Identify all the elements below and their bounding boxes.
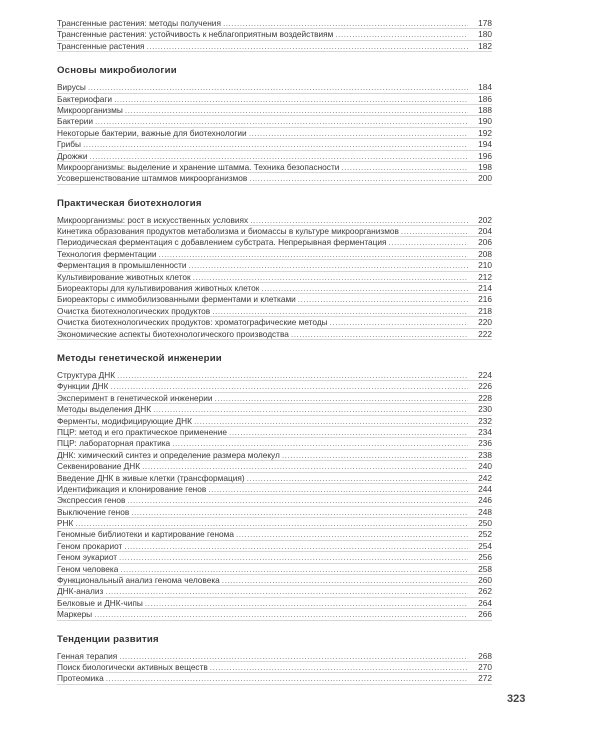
entry-page-number: 212 [478, 271, 492, 282]
toc-entry [57, 450, 492, 461]
toc-entry [57, 283, 492, 294]
entry-title: Трансгенные растения [57, 40, 145, 51]
entry-title: Грибы [57, 139, 81, 150]
entry-page-number: 198 [478, 161, 492, 172]
toc-entry [57, 598, 492, 609]
entry-title: Очистка биотехнологических продуктов: хроматографические методы [57, 317, 328, 328]
entry-page-number: 264 [478, 597, 492, 608]
entry-page-number: 218 [478, 305, 492, 316]
toc-entry [57, 381, 492, 392]
entry-page-number: 232 [478, 415, 492, 426]
entry-page-number: 202 [478, 214, 492, 225]
toc-entry [57, 518, 492, 529]
entry-title: Усовершенствование штаммов микроорганизмов [57, 173, 248, 184]
toc-entry [57, 609, 492, 620]
entry-page-number: 266 [478, 609, 492, 620]
entry-title: Экономические аспекты биотехнологического производства [57, 328, 289, 339]
dot-leader [194, 416, 468, 427]
dot-leader [90, 151, 469, 162]
toc-section [57, 64, 492, 185]
toc-entry [57, 495, 492, 506]
dot-leader [189, 260, 468, 271]
dot-leader [193, 272, 468, 283]
entry-title: Трансгенные растения: методы получения [57, 18, 221, 28]
dot-leader [153, 404, 468, 415]
toc-entry [57, 306, 492, 317]
entry-page-number: 214 [478, 283, 492, 294]
entry-page-number: 252 [478, 529, 492, 540]
toc-entry [57, 552, 492, 563]
entry-page-number: 272 [478, 673, 492, 684]
dot-leader [88, 82, 468, 93]
section-gap [57, 621, 492, 633]
dot-leader [106, 673, 468, 684]
toc-entry [57, 529, 492, 540]
toc-entry [57, 94, 492, 105]
toc-section [57, 197, 492, 340]
toc-entry [57, 139, 492, 150]
entry-title: Генная терапия [57, 650, 118, 661]
entry-title: Поиск биологически активных веществ [57, 661, 208, 672]
entry-page-number: 216 [478, 294, 492, 305]
entry-page-number: 182 [478, 40, 492, 51]
entry-title: Функциональный анализ генома человека [57, 575, 220, 586]
toc-entry [57, 215, 492, 226]
entry-page-number: 258 [478, 563, 492, 574]
entry-page-number: 200 [478, 173, 492, 184]
dot-leader [119, 552, 468, 563]
dot-leader [330, 317, 468, 328]
section-title: Практическая биотехнология [57, 197, 202, 209]
toc-entry [57, 507, 492, 518]
dot-leader [94, 609, 468, 620]
entry-title: Ферменты, модифицирующие ДНК [57, 415, 192, 426]
entry-page-number: 244 [478, 483, 492, 494]
entry-title: ДНК: химический синтез и определение размера молекул [57, 449, 280, 460]
dot-leader [282, 450, 468, 461]
entry-page-number: 228 [478, 392, 492, 403]
entry-page-number: 192 [478, 127, 492, 138]
entry-title: Культивирование животных клеток [57, 271, 191, 282]
entry-title: Геном эукариот [57, 552, 118, 563]
dot-leader [222, 575, 468, 586]
toc-entry [57, 484, 492, 495]
entry-page-number: 260 [478, 575, 492, 586]
entry-page-number: 250 [478, 518, 492, 529]
dot-leader [131, 507, 468, 518]
entry-title: Технология ферментации [57, 248, 157, 259]
toc-entry [57, 416, 492, 427]
dot-leader [105, 586, 468, 597]
entry-title: Идентификация и клонирование генов [57, 483, 207, 494]
dot-leader [229, 427, 468, 438]
entry-title: ДНК-анализ [57, 586, 104, 597]
toc-entry [57, 404, 492, 415]
section-gap [57, 52, 492, 64]
dot-leader [119, 651, 468, 662]
dot-leader [215, 393, 468, 404]
toc-entry [57, 249, 492, 260]
entry-title: ПЦР: лабораторная практика [57, 438, 171, 449]
dot-leader [95, 116, 468, 127]
section-title: Тенденции развития [57, 633, 159, 645]
entry-page-number: 246 [478, 495, 492, 506]
toc-entry [57, 237, 492, 248]
toc-entry [57, 18, 492, 29]
dot-leader [247, 473, 468, 484]
entry-page-number: 196 [478, 150, 492, 161]
toc-entry [57, 173, 492, 184]
entry-title: Бактерии [57, 116, 93, 127]
entry-title: Эксперимент в генетической инженерии [57, 392, 213, 403]
toc-entry [57, 105, 492, 116]
entry-title: Биореакторы с иммобилизованными ферментами и клетками [57, 294, 296, 305]
entry-page-number: 190 [478, 116, 492, 127]
dot-leader [110, 381, 468, 392]
entry-title: Кинетика образования продуктов метаболизма и биомассы в культуре микроорганизмов [57, 226, 399, 237]
dot-leader [127, 495, 468, 506]
entry-page-number: 248 [478, 506, 492, 517]
entry-page-number: 230 [478, 404, 492, 415]
dot-leader [142, 461, 468, 472]
entry-title: Бактериофаги [57, 93, 113, 104]
toc-entry [57, 662, 492, 673]
entry-title: Экспрессия генов [57, 495, 126, 506]
toc-entry [57, 128, 492, 139]
toc-entry [57, 29, 492, 40]
toc-entry [57, 564, 492, 575]
entry-title: Методы выделения ДНК [57, 404, 152, 415]
toc-entry [57, 41, 492, 52]
section-gap [57, 185, 492, 197]
entry-title: Белковые и ДНК-чипы [57, 597, 143, 608]
entry-page-number: 242 [478, 472, 492, 483]
entry-title: Введение ДНК в живые клетки (трансформация) [57, 472, 245, 483]
toc-entry [57, 427, 492, 438]
entry-title: Геном человека [57, 563, 119, 574]
entry-page-number: 262 [478, 586, 492, 597]
toc-entry [57, 370, 492, 381]
entry-page-number: 194 [478, 139, 492, 150]
entry-title: Ферментация в промышленности [57, 260, 187, 271]
table-of-contents [57, 18, 492, 685]
entry-title: Геномные библиотеки и картирование генома [57, 529, 234, 540]
dot-leader [291, 329, 468, 340]
entry-title: Вирусы [57, 82, 86, 93]
dot-leader [146, 41, 468, 52]
entry-page-number: 184 [478, 82, 492, 93]
entry-title: Выключение генов [57, 506, 130, 517]
page-number: 323 [507, 693, 526, 705]
toc-entry [57, 461, 492, 472]
dot-leader [236, 529, 468, 540]
entry-title: Функции ДНК [57, 381, 109, 392]
entry-page-number: 234 [478, 426, 492, 437]
entry-page-number: 180 [478, 29, 492, 40]
dot-leader [124, 541, 468, 552]
entry-page-number: 178 [478, 18, 492, 28]
entry-title: Протеомика [57, 673, 104, 684]
dot-leader [117, 370, 468, 381]
entry-title: РНК [57, 518, 74, 529]
section-gap [57, 340, 492, 352]
entry-page-number: 204 [478, 226, 492, 237]
dot-leader [208, 484, 468, 495]
entry-page-number: 206 [478, 237, 492, 248]
entry-page-number: 268 [478, 650, 492, 661]
toc-section [57, 352, 492, 621]
section-title: Методы генетической инженерии [57, 352, 222, 364]
dot-leader [298, 294, 468, 305]
toc-entry [57, 294, 492, 305]
toc-entry [57, 162, 492, 173]
dot-leader [341, 162, 468, 173]
entry-page-number: 186 [478, 93, 492, 104]
entry-title: Геном прокариот [57, 540, 123, 551]
dot-leader [120, 564, 468, 575]
entry-title: Биореакторы для культивирования животных клеток [57, 283, 260, 294]
toc-entry [57, 82, 492, 93]
toc-entry [57, 575, 492, 586]
entry-page-number: 238 [478, 449, 492, 460]
toc-entry [57, 317, 492, 328]
entry-title: Периодическая ферментация с добавлением субстрата. Непрерывная ферментация [57, 237, 387, 248]
toc-entry [57, 116, 492, 127]
toc-entry [57, 226, 492, 237]
dot-leader [83, 139, 468, 150]
entry-page-number: 254 [478, 540, 492, 551]
toc-entry [57, 541, 492, 552]
toc-entry [57, 673, 492, 684]
dot-leader [389, 237, 468, 248]
entry-title: Маркеры [57, 609, 93, 620]
dot-leader [401, 226, 468, 237]
toc-entry [57, 329, 492, 340]
toc-entry [57, 393, 492, 404]
entry-title: Микроорганизмы: выделение и хранение штамма. Техника безопасности [57, 161, 340, 172]
entry-page-number: 188 [478, 104, 492, 115]
dot-leader [249, 173, 468, 184]
entry-title: Очистка биотехнологических продуктов [57, 305, 211, 316]
toc-entry [57, 151, 492, 162]
entry-title: Структура ДНК [57, 369, 116, 380]
entry-page-number: 226 [478, 381, 492, 392]
entry-title: Трансгенные растения: устойчивость к неблагоприятным воздействиям [57, 29, 334, 40]
dot-leader [249, 128, 468, 139]
entry-title: Микроорганизмы: рост в искусственных условиях [57, 214, 249, 225]
dot-leader [114, 94, 468, 105]
entry-page-number: 236 [478, 438, 492, 449]
dot-leader [75, 518, 468, 529]
entry-page-number: 222 [478, 328, 492, 339]
toc-section [57, 633, 492, 685]
toc-section [57, 18, 492, 52]
entry-page-number: 240 [478, 461, 492, 472]
toc-entry [57, 260, 492, 271]
entry-page-number: 210 [478, 260, 492, 271]
dot-leader [223, 18, 468, 29]
toc-entry [57, 651, 492, 662]
dot-leader [335, 29, 468, 40]
dot-leader [210, 662, 468, 673]
toc-entry [57, 438, 492, 449]
entry-title: ПЦР: метод и его практическое применение [57, 426, 228, 437]
dot-leader [250, 215, 468, 226]
toc-entry [57, 473, 492, 484]
entry-title: Секвенирование ДНК [57, 461, 141, 472]
entry-title: Некоторые бактерии, важные для биотехнологии [57, 127, 247, 138]
dot-leader [125, 105, 468, 116]
entry-title: Дрожжи [57, 150, 88, 161]
entry-page-number: 208 [478, 248, 492, 259]
toc-entry [57, 272, 492, 283]
section-title: Основы микробиологии [57, 65, 177, 77]
entry-page-number: 270 [478, 661, 492, 672]
entry-page-number: 256 [478, 552, 492, 563]
dot-leader [159, 249, 468, 260]
entry-page-number: 224 [478, 369, 492, 380]
entry-page-number: 220 [478, 317, 492, 328]
dot-leader [212, 306, 468, 317]
entry-title: Микроорганизмы [57, 104, 123, 115]
dot-leader [261, 283, 468, 294]
dot-leader [172, 438, 468, 449]
toc-entry [57, 586, 492, 597]
dot-leader [145, 598, 468, 609]
